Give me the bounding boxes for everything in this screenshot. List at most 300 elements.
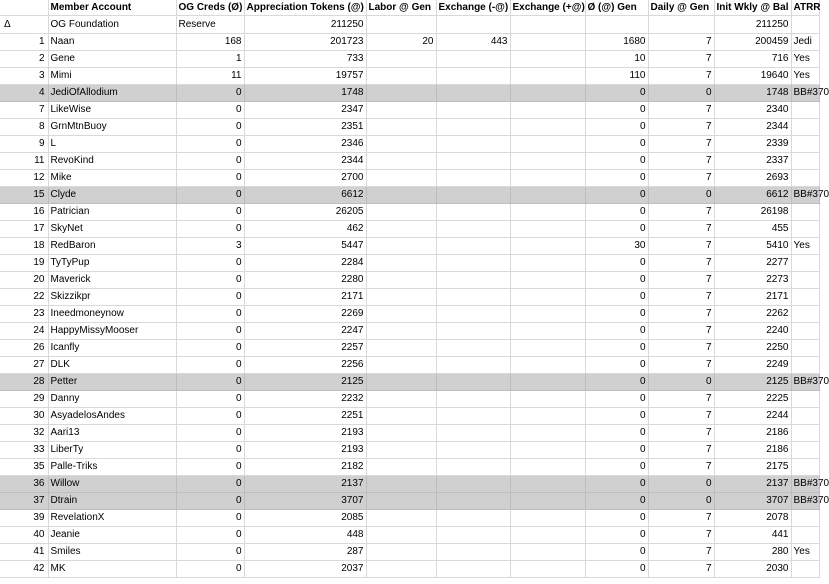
init-bal-cell[interactable]: 2249 <box>714 357 791 374</box>
labor-cell[interactable] <box>366 204 436 221</box>
daily-cell[interactable]: 7 <box>648 289 714 306</box>
account-cell[interactable]: Patrician <box>48 204 176 221</box>
og-creds-cell[interactable]: 0 <box>176 102 244 119</box>
gen-cell[interactable]: 0 <box>585 255 648 272</box>
labor-cell[interactable] <box>366 16 436 34</box>
daily-cell[interactable]: 0 <box>648 85 714 102</box>
tokens-cell[interactable]: 2700 <box>244 170 366 187</box>
og-creds-cell[interactable]: 0 <box>176 425 244 442</box>
og-creds-cell[interactable]: 0 <box>176 204 244 221</box>
account-cell[interactable]: L <box>48 136 176 153</box>
header-cell[interactable]: Init Wkly @ Bal <box>714 0 791 16</box>
exchange-neg-cell[interactable] <box>436 374 510 391</box>
atrr-cell[interactable]: Yes <box>791 238 819 255</box>
atrr-cell[interactable] <box>791 102 819 119</box>
atrr-cell[interactable] <box>791 272 819 289</box>
daily-cell[interactable]: 7 <box>648 102 714 119</box>
account-cell[interactable]: Smiles <box>48 544 176 561</box>
init-bal-cell[interactable]: 2175 <box>714 459 791 476</box>
header-cell[interactable]: ATRR <box>791 0 819 16</box>
og-creds-cell[interactable]: 0 <box>176 306 244 323</box>
account-cell[interactable]: Maverick <box>48 272 176 289</box>
tokens-cell[interactable]: 2251 <box>244 408 366 425</box>
account-cell[interactable]: Skizzikpr <box>48 289 176 306</box>
og-creds-cell[interactable]: 0 <box>176 476 244 493</box>
labor-cell[interactable] <box>366 170 436 187</box>
daily-cell[interactable]: 7 <box>648 306 714 323</box>
atrr-cell[interactable]: BB#370 <box>791 187 819 204</box>
init-bal-cell[interactable]: 2340 <box>714 102 791 119</box>
account-cell[interactable]: Gene <box>48 51 176 68</box>
og-creds-cell[interactable]: 1 <box>176 51 244 68</box>
atrr-cell[interactable] <box>791 425 819 442</box>
labor-cell[interactable] <box>366 68 436 85</box>
exchange-pos-cell[interactable] <box>510 204 585 221</box>
init-bal-cell[interactable]: 2344 <box>714 119 791 136</box>
atrr-cell[interactable] <box>791 391 819 408</box>
labor-cell[interactable] <box>366 425 436 442</box>
init-bal-cell[interactable]: 2186 <box>714 425 791 442</box>
row-index-cell[interactable]: 30 <box>0 408 48 425</box>
exchange-neg-cell[interactable] <box>436 16 510 34</box>
init-bal-cell[interactable]: 2125 <box>714 374 791 391</box>
account-cell[interactable]: Mimi <box>48 68 176 85</box>
daily-cell[interactable]: 0 <box>648 476 714 493</box>
exchange-pos-cell[interactable] <box>510 561 585 578</box>
gen-cell[interactable]: 0 <box>585 204 648 221</box>
atrr-cell[interactable] <box>791 340 819 357</box>
gen-cell[interactable]: 0 <box>585 170 648 187</box>
gen-cell[interactable]: 0 <box>585 510 648 527</box>
exchange-pos-cell[interactable] <box>510 289 585 306</box>
atrr-cell[interactable] <box>791 561 819 578</box>
tokens-cell[interactable]: 2351 <box>244 119 366 136</box>
tokens-cell[interactable]: 2232 <box>244 391 366 408</box>
atrr-cell[interactable] <box>791 221 819 238</box>
exchange-pos-cell[interactable] <box>510 51 585 68</box>
daily-cell[interactable]: 7 <box>648 119 714 136</box>
og-creds-cell[interactable]: 0 <box>176 510 244 527</box>
exchange-pos-cell[interactable] <box>510 170 585 187</box>
exchange-neg-cell[interactable] <box>436 68 510 85</box>
exchange-pos-cell[interactable] <box>510 119 585 136</box>
atrr-cell[interactable] <box>791 119 819 136</box>
gen-cell[interactable]: 0 <box>585 391 648 408</box>
og-creds-cell[interactable]: 0 <box>176 153 244 170</box>
init-bal-cell[interactable]: 2240 <box>714 323 791 340</box>
gen-cell[interactable]: 0 <box>585 442 648 459</box>
daily-cell[interactable]: 7 <box>648 51 714 68</box>
exchange-neg-cell[interactable] <box>436 51 510 68</box>
exchange-pos-cell[interactable] <box>510 476 585 493</box>
gen-cell[interactable]: 0 <box>585 561 648 578</box>
daily-cell[interactable]: 7 <box>648 442 714 459</box>
atrr-cell[interactable]: Yes <box>791 51 819 68</box>
exchange-pos-cell[interactable] <box>510 459 585 476</box>
og-creds-cell[interactable]: 0 <box>176 442 244 459</box>
account-cell[interactable]: SkyNet <box>48 221 176 238</box>
og-creds-cell[interactable]: 0 <box>176 340 244 357</box>
exchange-pos-cell[interactable] <box>510 102 585 119</box>
exchange-pos-cell[interactable] <box>510 306 585 323</box>
daily-cell[interactable]: 7 <box>648 340 714 357</box>
exchange-neg-cell[interactable] <box>436 561 510 578</box>
exchange-pos-cell[interactable] <box>510 544 585 561</box>
row-index-cell[interactable]: 27 <box>0 357 48 374</box>
tokens-cell[interactable]: 19757 <box>244 68 366 85</box>
row-index-cell[interactable]: 17 <box>0 221 48 238</box>
tokens-cell[interactable]: 2256 <box>244 357 366 374</box>
account-cell[interactable]: GrnMtnBuoy <box>48 119 176 136</box>
og-creds-cell[interactable]: 0 <box>176 493 244 510</box>
account-cell[interactable]: AsyadelosAndes <box>48 408 176 425</box>
row-index-cell[interactable]: 42 <box>0 561 48 578</box>
gen-cell[interactable]: 0 <box>585 493 648 510</box>
tokens-cell[interactable]: 2269 <box>244 306 366 323</box>
init-bal-cell[interactable]: 2225 <box>714 391 791 408</box>
row-index-cell[interactable]: 12 <box>0 170 48 187</box>
account-cell[interactable]: Naan <box>48 34 176 51</box>
init-bal-cell[interactable]: 2078 <box>714 510 791 527</box>
og-creds-cell[interactable]: 0 <box>176 187 244 204</box>
daily-cell[interactable]: 7 <box>648 255 714 272</box>
og-creds-cell[interactable]: 11 <box>176 68 244 85</box>
gen-cell[interactable]: 10 <box>585 51 648 68</box>
atrr-cell[interactable] <box>791 408 819 425</box>
init-bal-cell[interactable]: 2262 <box>714 306 791 323</box>
atrr-cell[interactable] <box>791 306 819 323</box>
tokens-cell[interactable]: 2280 <box>244 272 366 289</box>
tokens-cell[interactable]: 2193 <box>244 442 366 459</box>
atrr-cell[interactable] <box>791 510 819 527</box>
gen-cell[interactable]: 1680 <box>585 34 648 51</box>
init-bal-cell[interactable]: 19640 <box>714 68 791 85</box>
row-index-cell[interactable]: 36 <box>0 476 48 493</box>
account-cell[interactable]: OG Foundation <box>48 16 176 34</box>
exchange-neg-cell[interactable] <box>436 204 510 221</box>
atrr-cell[interactable] <box>791 153 819 170</box>
exchange-neg-cell[interactable] <box>436 391 510 408</box>
gen-cell[interactable]: 0 <box>585 119 648 136</box>
tokens-cell[interactable]: 2137 <box>244 476 366 493</box>
labor-cell[interactable] <box>366 306 436 323</box>
labor-cell[interactable] <box>366 527 436 544</box>
tokens-cell[interactable]: 3707 <box>244 493 366 510</box>
init-bal-cell[interactable]: 6612 <box>714 187 791 204</box>
daily-cell[interactable]: 7 <box>648 153 714 170</box>
exchange-pos-cell[interactable] <box>510 493 585 510</box>
labor-cell[interactable] <box>366 153 436 170</box>
init-bal-cell[interactable]: 2337 <box>714 153 791 170</box>
row-index-cell[interactable]: 24 <box>0 323 48 340</box>
exchange-neg-cell[interactable] <box>436 408 510 425</box>
account-cell[interactable]: Jeanie <box>48 527 176 544</box>
gen-cell[interactable]: 110 <box>585 68 648 85</box>
atrr-cell[interactable] <box>791 136 819 153</box>
exchange-pos-cell[interactable] <box>510 136 585 153</box>
exchange-neg-cell[interactable] <box>436 102 510 119</box>
exchange-pos-cell[interactable] <box>510 68 585 85</box>
og-creds-cell[interactable]: Reserve <box>176 16 244 34</box>
gen-cell[interactable]: 0 <box>585 374 648 391</box>
header-cell[interactable]: Daily @ Gen <box>648 0 714 16</box>
tokens-cell[interactable]: 211250 <box>244 16 366 34</box>
row-index-cell[interactable]: 19 <box>0 255 48 272</box>
gen-cell[interactable] <box>585 16 648 34</box>
account-cell[interactable]: Palle-Triks <box>48 459 176 476</box>
og-creds-cell[interactable]: 3 <box>176 238 244 255</box>
row-index-cell[interactable]: 4 <box>0 85 48 102</box>
tokens-cell[interactable]: 733 <box>244 51 366 68</box>
atrr-cell[interactable]: BB#370 <box>791 493 819 510</box>
init-bal-cell[interactable]: 1748 <box>714 85 791 102</box>
atrr-cell[interactable] <box>791 255 819 272</box>
exchange-neg-cell[interactable] <box>436 527 510 544</box>
gen-cell[interactable]: 0 <box>585 289 648 306</box>
gen-cell[interactable]: 0 <box>585 136 648 153</box>
exchange-neg-cell[interactable] <box>436 187 510 204</box>
gen-cell[interactable]: 0 <box>585 272 648 289</box>
labor-cell[interactable] <box>366 323 436 340</box>
account-cell[interactable]: DLK <box>48 357 176 374</box>
gen-cell[interactable]: 0 <box>585 408 648 425</box>
init-bal-cell[interactable]: 280 <box>714 544 791 561</box>
init-bal-cell[interactable]: 200459 <box>714 34 791 51</box>
exchange-neg-cell[interactable] <box>436 255 510 272</box>
row-index-cell[interactable]: 8 <box>0 119 48 136</box>
header-cell[interactable]: Exchange (-@) <box>436 0 510 16</box>
og-creds-cell[interactable]: 0 <box>176 136 244 153</box>
og-creds-cell[interactable]: 0 <box>176 221 244 238</box>
account-cell[interactable]: Petter <box>48 374 176 391</box>
exchange-neg-cell[interactable] <box>436 544 510 561</box>
gen-cell[interactable]: 0 <box>585 476 648 493</box>
exchange-neg-cell[interactable] <box>436 510 510 527</box>
row-index-cell[interactable]: 18 <box>0 238 48 255</box>
tokens-cell[interactable]: 2085 <box>244 510 366 527</box>
row-index-cell[interactable]: 35 <box>0 459 48 476</box>
labor-cell[interactable] <box>366 51 436 68</box>
row-index-cell[interactable]: 23 <box>0 306 48 323</box>
og-creds-cell[interactable]: 0 <box>176 85 244 102</box>
row-index-cell[interactable]: 11 <box>0 153 48 170</box>
atrr-cell[interactable] <box>791 170 819 187</box>
labor-cell[interactable] <box>366 493 436 510</box>
row-index-cell[interactable]: 29 <box>0 391 48 408</box>
exchange-pos-cell[interactable] <box>510 187 585 204</box>
daily-cell[interactable]: 7 <box>648 408 714 425</box>
row-index-cell[interactable]: 15 <box>0 187 48 204</box>
account-cell[interactable]: RevelationX <box>48 510 176 527</box>
tokens-cell[interactable]: 6612 <box>244 187 366 204</box>
atrr-cell[interactable]: BB#370 <box>791 374 819 391</box>
init-bal-cell[interactable]: 2250 <box>714 340 791 357</box>
exchange-neg-cell[interactable] <box>436 85 510 102</box>
exchange-neg-cell[interactable] <box>436 136 510 153</box>
exchange-neg-cell[interactable] <box>436 425 510 442</box>
labor-cell[interactable] <box>366 561 436 578</box>
atrr-cell[interactable] <box>791 527 819 544</box>
labor-cell[interactable] <box>366 408 436 425</box>
og-creds-cell[interactable]: 0 <box>176 255 244 272</box>
tokens-cell[interactable]: 2037 <box>244 561 366 578</box>
init-bal-cell[interactable]: 2171 <box>714 289 791 306</box>
labor-cell[interactable] <box>366 442 436 459</box>
gen-cell[interactable]: 30 <box>585 238 648 255</box>
tokens-cell[interactable]: 5447 <box>244 238 366 255</box>
account-cell[interactable]: JediOfAllodium <box>48 85 176 102</box>
daily-cell[interactable]: 7 <box>648 510 714 527</box>
exchange-pos-cell[interactable] <box>510 442 585 459</box>
account-cell[interactable]: Clyde <box>48 187 176 204</box>
labor-cell[interactable] <box>366 102 436 119</box>
exchange-pos-cell[interactable] <box>510 340 585 357</box>
gen-cell[interactable]: 0 <box>585 425 648 442</box>
row-index-cell[interactable]: 7 <box>0 102 48 119</box>
atrr-cell[interactable] <box>791 442 819 459</box>
daily-cell[interactable]: 7 <box>648 170 714 187</box>
labor-cell[interactable] <box>366 459 436 476</box>
exchange-neg-cell[interactable] <box>436 340 510 357</box>
daily-cell[interactable]: 7 <box>648 221 714 238</box>
og-creds-cell[interactable]: 0 <box>176 544 244 561</box>
tokens-cell[interactable]: 2247 <box>244 323 366 340</box>
og-creds-cell[interactable]: 0 <box>176 459 244 476</box>
init-bal-cell[interactable]: 2030 <box>714 561 791 578</box>
init-bal-cell[interactable]: 5410 <box>714 238 791 255</box>
og-creds-cell[interactable]: 0 <box>176 119 244 136</box>
row-index-cell[interactable]: 40 <box>0 527 48 544</box>
gen-cell[interactable]: 0 <box>585 527 648 544</box>
row-index-cell[interactable]: 16 <box>0 204 48 221</box>
labor-cell[interactable] <box>366 272 436 289</box>
atrr-cell[interactable]: Yes <box>791 68 819 85</box>
row-index-cell[interactable]: 1 <box>0 34 48 51</box>
init-bal-cell[interactable]: 2693 <box>714 170 791 187</box>
exchange-neg-cell[interactable] <box>436 238 510 255</box>
daily-cell[interactable]: 7 <box>648 527 714 544</box>
labor-cell[interactable] <box>366 119 436 136</box>
gen-cell[interactable]: 0 <box>585 340 648 357</box>
exchange-pos-cell[interactable] <box>510 221 585 238</box>
atrr-cell[interactable]: BB#370 <box>791 85 819 102</box>
exchange-pos-cell[interactable] <box>510 357 585 374</box>
og-creds-cell[interactable]: 0 <box>176 357 244 374</box>
atrr-cell[interactable] <box>791 289 819 306</box>
account-cell[interactable]: Icanfly <box>48 340 176 357</box>
atrr-cell[interactable]: BB#370 <box>791 476 819 493</box>
tokens-cell[interactable]: 462 <box>244 221 366 238</box>
labor-cell[interactable] <box>366 340 436 357</box>
exchange-pos-cell[interactable] <box>510 374 585 391</box>
tokens-cell[interactable]: 287 <box>244 544 366 561</box>
init-bal-cell[interactable]: 2137 <box>714 476 791 493</box>
row-index-cell[interactable]: 3 <box>0 68 48 85</box>
gen-cell[interactable]: 0 <box>585 306 648 323</box>
labor-cell[interactable] <box>366 374 436 391</box>
gen-cell[interactable]: 0 <box>585 187 648 204</box>
tokens-cell[interactable]: 2257 <box>244 340 366 357</box>
account-cell[interactable]: Mike <box>48 170 176 187</box>
tokens-cell[interactable]: 2344 <box>244 153 366 170</box>
row-index-cell[interactable]: 41 <box>0 544 48 561</box>
exchange-pos-cell[interactable] <box>510 34 585 51</box>
exchange-pos-cell[interactable] <box>510 272 585 289</box>
gen-cell[interactable]: 0 <box>585 221 648 238</box>
gen-cell[interactable]: 0 <box>585 544 648 561</box>
exchange-pos-cell[interactable] <box>510 323 585 340</box>
tokens-cell[interactable]: 2171 <box>244 289 366 306</box>
labor-cell[interactable] <box>366 289 436 306</box>
atrr-cell[interactable] <box>791 357 819 374</box>
tokens-cell[interactable]: 2193 <box>244 425 366 442</box>
account-cell[interactable]: LiberTy <box>48 442 176 459</box>
atrr-cell[interactable]: Jedi <box>791 34 819 51</box>
og-creds-cell[interactable]: 0 <box>176 272 244 289</box>
gen-cell[interactable]: 0 <box>585 85 648 102</box>
account-cell[interactable]: RevoKind <box>48 153 176 170</box>
account-cell[interactable]: Aari13 <box>48 425 176 442</box>
exchange-pos-cell[interactable] <box>510 527 585 544</box>
exchange-neg-cell[interactable] <box>436 289 510 306</box>
exchange-pos-cell[interactable] <box>510 153 585 170</box>
daily-cell[interactable]: 7 <box>648 34 714 51</box>
exchange-neg-cell[interactable] <box>436 170 510 187</box>
daily-cell[interactable]: 7 <box>648 561 714 578</box>
tokens-cell[interactable]: 2125 <box>244 374 366 391</box>
exchange-neg-cell[interactable] <box>436 476 510 493</box>
atrr-cell[interactable] <box>791 204 819 221</box>
tokens-cell[interactable]: 448 <box>244 527 366 544</box>
init-bal-cell[interactable]: 716 <box>714 51 791 68</box>
labor-cell[interactable] <box>366 544 436 561</box>
labor-cell[interactable] <box>366 510 436 527</box>
og-creds-cell[interactable]: 168 <box>176 34 244 51</box>
account-cell[interactable]: TyTyPup <box>48 255 176 272</box>
header-cell[interactable]: OG Creds (Ø) <box>176 0 244 16</box>
row-index-cell[interactable]: 9 <box>0 136 48 153</box>
row-index-cell[interactable]: 33 <box>0 442 48 459</box>
og-creds-cell[interactable]: 0 <box>176 561 244 578</box>
exchange-pos-cell[interactable] <box>510 510 585 527</box>
og-creds-cell[interactable]: 0 <box>176 374 244 391</box>
exchange-neg-cell[interactable] <box>436 221 510 238</box>
daily-cell[interactable]: 7 <box>648 272 714 289</box>
atrr-cell[interactable] <box>791 459 819 476</box>
og-creds-cell[interactable]: 0 <box>176 170 244 187</box>
exchange-neg-cell[interactable] <box>436 119 510 136</box>
exchange-neg-cell[interactable] <box>436 493 510 510</box>
init-bal-cell[interactable]: 3707 <box>714 493 791 510</box>
header-cell[interactable] <box>0 0 48 16</box>
init-bal-cell[interactable]: 2339 <box>714 136 791 153</box>
daily-cell[interactable]: 7 <box>648 544 714 561</box>
labor-cell[interactable] <box>366 136 436 153</box>
labor-cell[interactable] <box>366 238 436 255</box>
exchange-pos-cell[interactable] <box>510 255 585 272</box>
exchange-neg-cell[interactable] <box>436 153 510 170</box>
exchange-neg-cell[interactable] <box>436 357 510 374</box>
daily-cell[interactable]: 7 <box>648 323 714 340</box>
tokens-cell[interactable]: 2284 <box>244 255 366 272</box>
delta-marker[interactable]: Δ <box>0 16 48 34</box>
og-creds-cell[interactable]: 0 <box>176 527 244 544</box>
daily-cell[interactable]: 7 <box>648 204 714 221</box>
row-index-cell[interactable]: 28 <box>0 374 48 391</box>
labor-cell[interactable] <box>366 85 436 102</box>
labor-cell[interactable] <box>366 255 436 272</box>
og-creds-cell[interactable]: 0 <box>176 289 244 306</box>
